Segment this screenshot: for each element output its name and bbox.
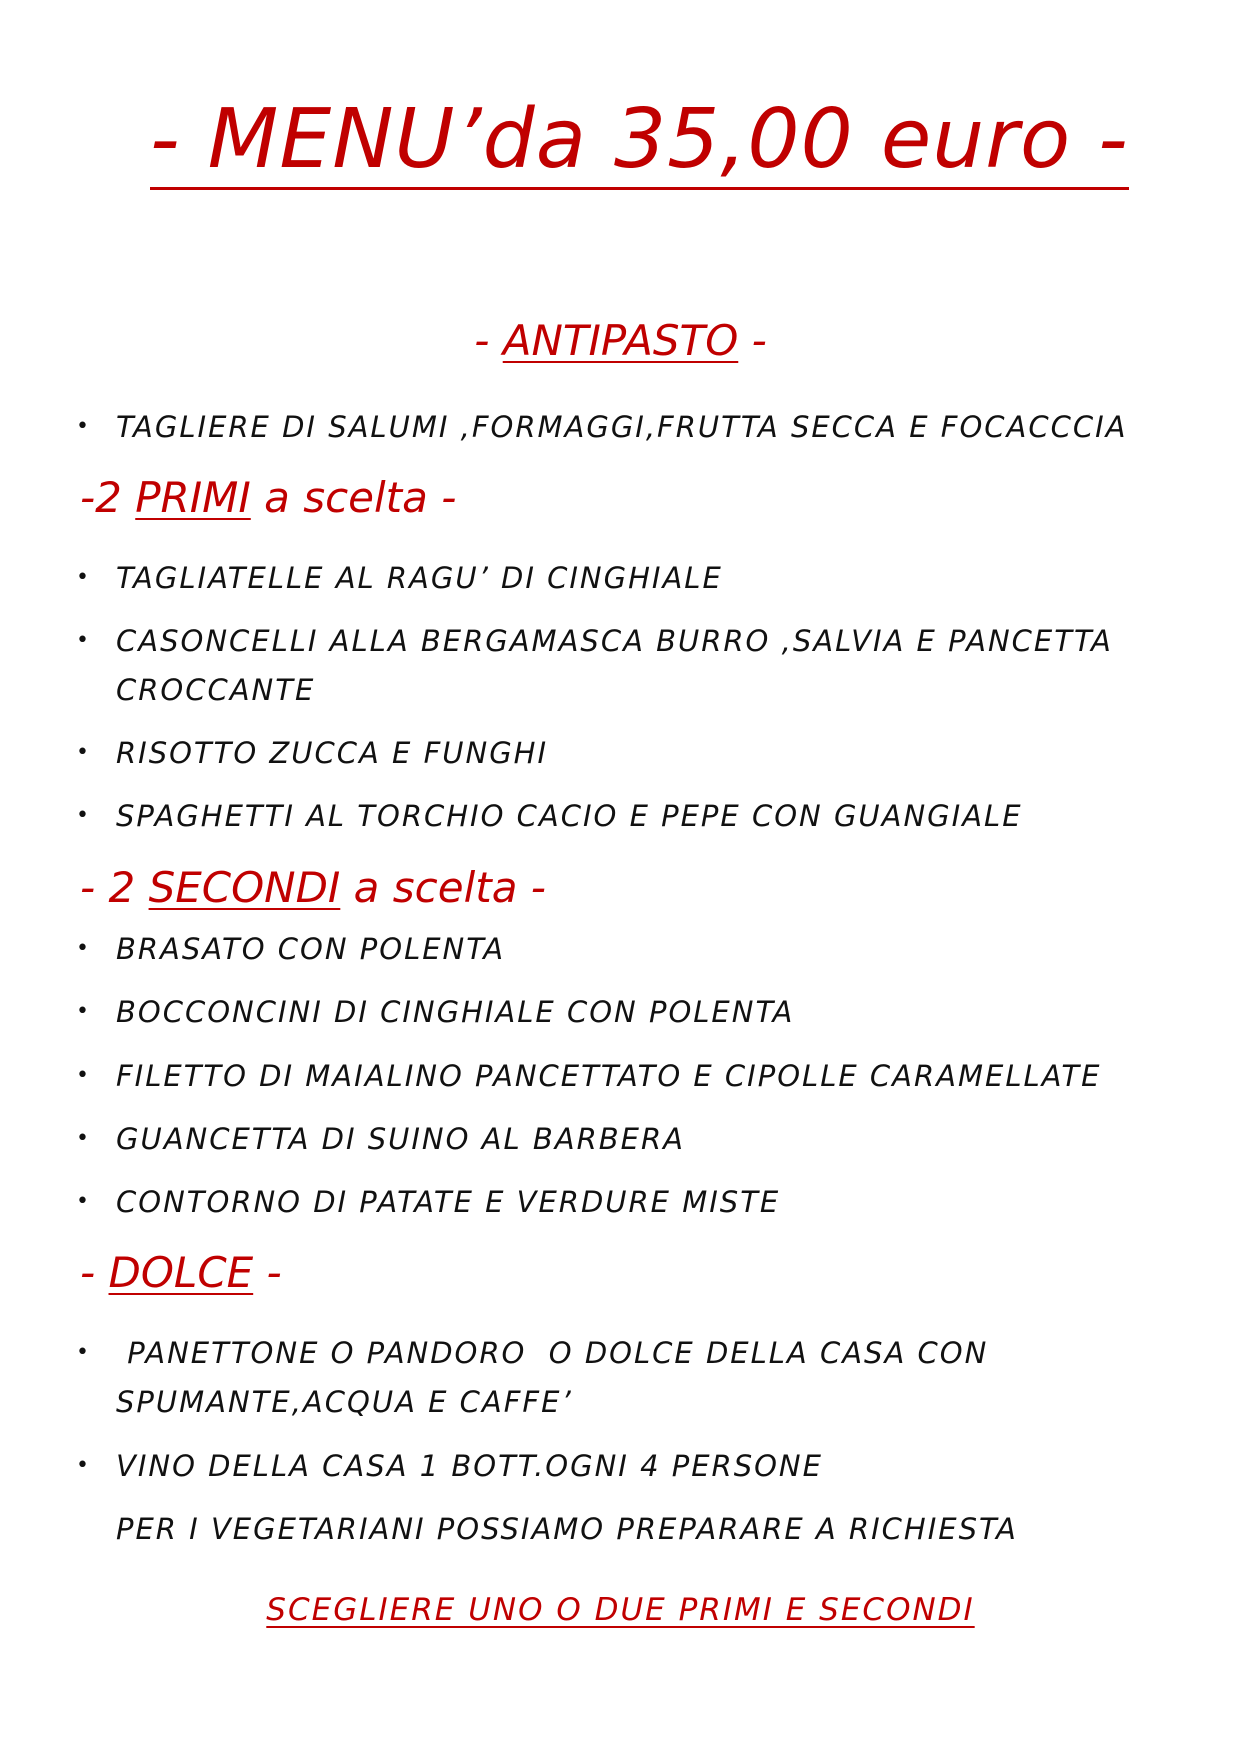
menu-item <box>76 1051 1101 1101</box>
menu-item-text: RISOTTO ZUCCA E FUNGHI <box>116 736 549 770</box>
menu-item-text: TAGLIATELLE AL RAGU’ DI CINGHIALE <box>116 561 723 595</box>
menu-item-continuation: CROCCANTE <box>116 673 316 707</box>
menu-item <box>76 402 1128 452</box>
menu-item-text: CONTORNO DI PATATE E VERDURE MISTE <box>116 1185 781 1219</box>
bullet-icon: • <box>76 565 91 590</box>
bullet-icon: • <box>76 1126 91 1151</box>
section-heading-suffix: a scelta - <box>250 473 457 522</box>
bullet-icon: • <box>76 1189 91 1214</box>
section-heading-label: PRIMI <box>135 473 251 522</box>
menu-item-text: GUANCETTA DI SUINO AL BARBERA <box>116 1122 685 1156</box>
section-heading-dolce <box>80 1250 282 1296</box>
vegetarian-note: PER I VEGETARIANI POSSIAMO PREPARARE A RICHIESTA <box>116 1512 1018 1546</box>
menu-item <box>76 553 723 603</box>
section-heading-prefix: - <box>80 1248 109 1297</box>
section-heading-suffix: a scelta - <box>340 863 546 912</box>
footer-note-text: SCEGLIERE UNO O DUE PRIMI E SECONDI <box>266 1592 975 1628</box>
menu-item-text: FILETTO DI MAIALINO PANCETTATO E CIPOLLE CARAMELLATE <box>116 1059 1102 1093</box>
bullet-icon: • <box>76 1340 91 1365</box>
menu-item <box>76 987 794 1037</box>
menu-item-text: PANETTONE O PANDORO O DOLCE DELLA CASA CON <box>116 1336 989 1370</box>
menu-title <box>150 92 1129 190</box>
menu-item-continuation: SPUMANTE,ACQUA E CAFFE’ <box>116 1385 573 1419</box>
section-heading-label: DOLCE <box>108 1248 254 1297</box>
bullet-icon: • <box>76 414 91 439</box>
menu-item-text: BRASATO CON POLENTA <box>116 932 506 966</box>
bullet-icon: • <box>76 1063 91 1088</box>
section-heading-label: SECONDI <box>148 863 341 912</box>
bullet-icon: • <box>76 740 91 765</box>
menu-item-text: CASONCELLI ALLA BERGAMASCA BURRO ,SALVIA E PANCETTA <box>116 624 1113 658</box>
section-heading-primi <box>80 475 456 521</box>
section-heading-prefix: - 2 <box>80 863 149 912</box>
menu-item <box>76 1114 685 1164</box>
menu-title-text: - MENU’da 35,00 euro - <box>150 97 1129 190</box>
section-heading-suffix: - <box>253 1248 282 1297</box>
bullet-icon: • <box>76 628 91 653</box>
menu-item <box>76 1441 823 1491</box>
menu-item-text: VINO DELLA CASA 1 BOTT.OGNI 4 PERSONE <box>116 1449 823 1483</box>
menu-item <box>76 791 1023 841</box>
menu-item <box>76 616 1113 666</box>
menu-item <box>76 1328 988 1378</box>
section-heading-secondi <box>80 865 546 911</box>
bullet-icon: • <box>76 803 91 828</box>
bullet-icon: • <box>76 999 91 1024</box>
bullet-icon: • <box>76 936 91 961</box>
section-heading-label: ANTIPASTO <box>502 316 739 365</box>
menu-item <box>76 924 505 974</box>
section-heading-antipasto <box>0 318 1241 364</box>
menu-item-text: SPAGHETTI AL TORCHIO CACIO E PEPE CON GUANGIALE <box>116 799 1023 833</box>
menu-item <box>76 728 548 778</box>
section-heading-prefix: - <box>474 316 503 365</box>
bullet-icon: • <box>76 1453 91 1478</box>
section-heading-prefix: -2 <box>80 473 136 522</box>
section-heading-suffix: - <box>738 316 767 365</box>
menu-item <box>76 1177 780 1227</box>
menu-item-text: BOCCONCINI DI CINGHIALE CON POLENTA <box>116 995 795 1029</box>
menu-item-text: TAGLIERE DI SALUMI ,FORMAGGI,FRUTTA SECCA E FOCACCCIA <box>116 410 1128 444</box>
footer-note <box>0 1592 1241 1628</box>
